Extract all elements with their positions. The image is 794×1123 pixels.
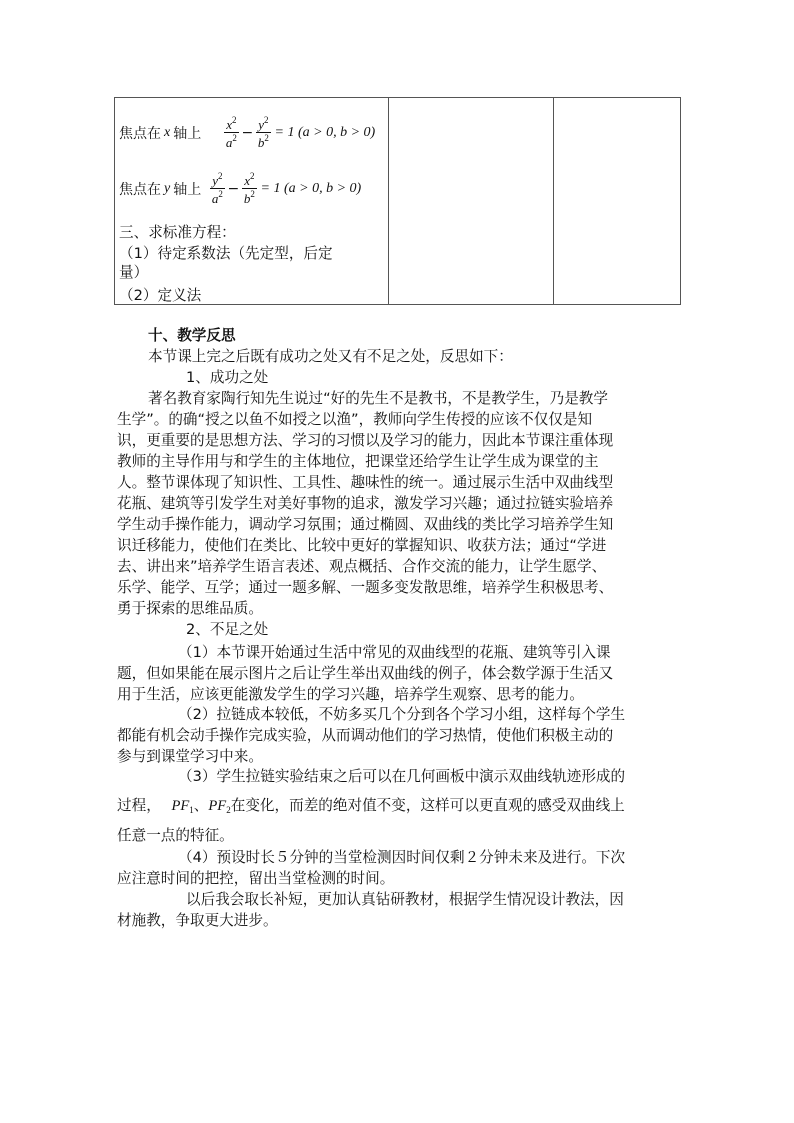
method1-line2: 量）: [119, 264, 149, 281]
paragraph-line: 任意一点的特征。: [117, 827, 234, 844]
paragraph-line: 生学”。的确“授之以鱼不如授之以渔”，教师向学生传授的应该不仅仅是知: [117, 411, 593, 428]
x-axis-label: 焦点在: [119, 125, 161, 142]
fraction-x2-a2: $\frac{x^2}{a^2}$: [225, 115, 237, 150]
fraction-y2-a2: $\frac{y^2}{a^2}$: [211, 171, 223, 206]
fraction-y2-b2: $\frac{y^2}{b^2}$: [257, 115, 269, 150]
y-axis-equation-row: 焦点在 y 轴上 $\frac{y^2}{a^2}$ − $\frac{x^2}{b^2}$ = 1 (a > 0, b > 0): [119, 171, 362, 206]
success-title: 1、成功之处: [186, 369, 269, 386]
empty-cell-middle: [389, 98, 554, 305]
empty-cell-right: [554, 98, 681, 305]
fraction-x2-b2: $\frac{x^2}{b^2}$: [243, 171, 255, 206]
x-axis-equation-row: 焦点在 x 轴上 $\frac{x^2}{a^2}$ − $\frac{y^2}{b^2}$ = 1 (a > 0, b > 0): [119, 115, 376, 150]
paragraph-line: 用于生活，应该更能激发学生的学习兴趣，培养学生观察、思考的能力。: [117, 686, 585, 703]
y-axis-suffix: 轴上: [173, 181, 202, 198]
paragraph-line: 应注意时间的把控，留出当堂检测的时间。: [117, 870, 395, 887]
formula-table: [114, 97, 681, 305]
method2-line: （2）定义法: [119, 287, 202, 304]
formula-cell: [115, 98, 389, 305]
paragraph-line: 都能有机会动手操作完成实验，从而调动他们的学习热情，使他们积极主动的: [117, 727, 614, 744]
paragraph-line: 识，更重要的是思想方法、学习的习惯以及学习的能力，因此本节课注重体现: [117, 432, 614, 449]
paragraph-line: 题，但如果能在展示图片之后让学生举出双曲线的例子，体会数学源于生活又: [117, 665, 614, 682]
paragraph-line: 乐学、能学、互学；通过一题多解、一题多变发散思维，培养学生积极思考、: [117, 579, 614, 596]
paragraph-line: 识迁移能力，使他们在类比、比较中更好的掌握知识、收获方法；通过“学进: [117, 537, 607, 554]
paragraph-line: 学生动手操作能力，调动学习氛围；通过椭圆、双曲线的类比学习培养学生知: [117, 516, 614, 533]
paragraph-line: （3）学生拉链实验结束之后可以在几何画板中演示双曲线轨迹形成的: [178, 768, 626, 785]
paragraph-line: 花瓶、建筑等引发学生对美好事物的追求，激发学习兴趣；通过拉链实验培养: [117, 495, 614, 512]
paragraph-line-with-math: 过程， $PF_1$、$PF_2$在变化，而差的绝对值不变，这样可以更直观的感受双曲线上: [117, 797, 625, 815]
x-axis-suffix: 轴上: [173, 125, 202, 142]
paragraph-line: 著名教育家陶行知先生说过“好的先生不是教书，不是教学生，乃是教学: [148, 390, 608, 407]
pf1-symbol: $PF_1$: [171, 798, 194, 815]
y-axis-label: 焦点在: [119, 181, 161, 198]
paragraph-line: 教师的主导作用与和学生的主体地位，把课堂还给学生让学生成为课堂的主: [117, 453, 599, 470]
paragraph-line: （4）预设时长５分钟的当堂检测因时间仅剩２分钟未来及进行。下次: [178, 849, 626, 866]
pf2-symbol: $PF_2$: [208, 798, 231, 815]
paragraph-line: （1）本节课开始通过生活中常见的双曲线型的花瓶、建筑等引入课: [178, 644, 611, 661]
y-equation-rhs: = 1 (a > 0, b > 0): [260, 180, 362, 196]
y-axis-var: y: [164, 180, 171, 196]
paragraph-line: 人。整节课体现了知识性、工具性、趣味性的统一。通过展示生活中双曲线型: [117, 474, 614, 491]
x-equation-rhs: = 1 (a > 0, b > 0): [274, 124, 376, 140]
shortfall-title: 2、不足之处: [186, 621, 269, 638]
paragraph-line: 以后我会取长补短，更加认真钻研教材，根据学生情况设计教法，因: [186, 891, 624, 908]
method1-line1: （1）待定系数法（先定型，后定: [119, 245, 333, 262]
paragraph-line: 材施教，争取更大进步。: [117, 912, 278, 929]
x-axis-var: x: [164, 124, 171, 140]
paragraph-line: 勇于探索的思维品质。: [117, 600, 263, 617]
paragraph-line: 参与到课堂学习中来。: [117, 748, 263, 765]
section-heading: 十、教学反思: [148, 327, 236, 344]
paragraph-line: 去、讲出来”培养学生语言表述、观点概括、合作交流的能力，让学生愿学、: [117, 558, 607, 575]
paragraph-line: （2）拉链成本较低，不妨多买几个分到各个学习小组，这样每个学生: [178, 706, 626, 723]
section3-title: 三、求标准方程：: [119, 224, 236, 241]
intro-text: 本节课上完之后既有成功之处又有不足之处，反思如下：: [148, 348, 513, 365]
